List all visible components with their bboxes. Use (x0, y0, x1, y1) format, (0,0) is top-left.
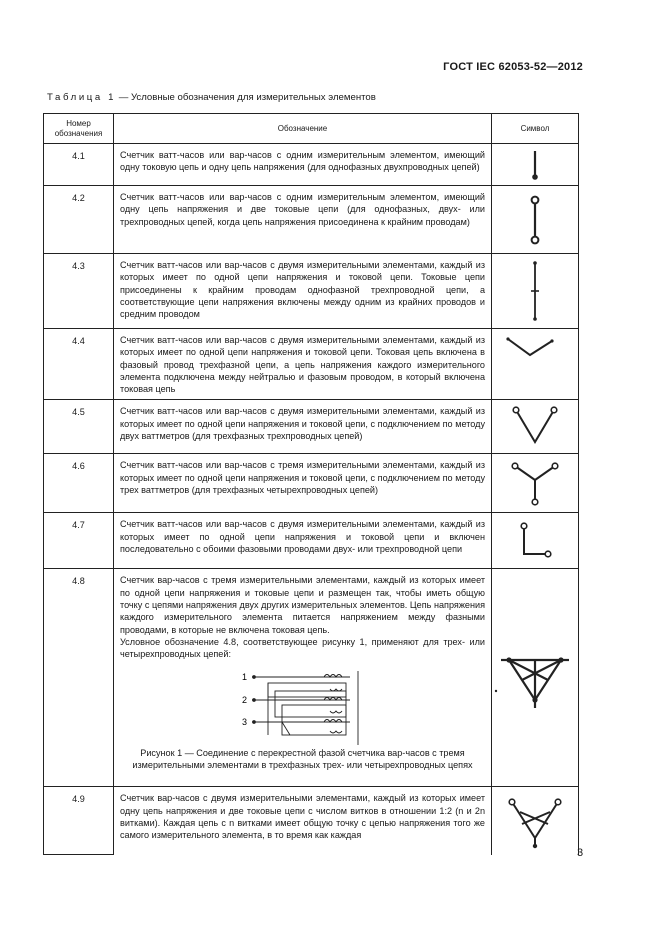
single-element-one-current-icon (520, 147, 550, 183)
symbols-table (43, 113, 579, 855)
three-wattmeter-y-icon (507, 458, 563, 508)
cross-phase-connection-figure (240, 669, 380, 747)
row-text: Счетчик вар-часов с двумя измерительными элементами, каждый из которых имеет одну цепь напряжения и две токовые цепи с числом витков в отношении 1:2 (n и 2n витками). Каждая цепь с n витками имеет общую точку с цепью напряжения того же самого измерительного элемента, в то время как каждая (114, 787, 492, 855)
symbol-cell (492, 454, 579, 513)
row-text: Счетчик ватт-часов или вар-часов с двумя измерительными элементами, каждый из которых имеет по одной цепи напряжения и токовой цепи, с подключением по методу двух ваттметров (для трехфазных трехпроводных цепей) (114, 400, 492, 454)
symbol-cell (492, 400, 579, 454)
row-text: Счетчик ватт-часов или вар-часов с одним измерительным элементом, имеющий одну токовую цепь и одну цепь напряжения (для однофазных двухпроводных цепей) (114, 144, 492, 186)
table-row (44, 569, 579, 787)
table-row (44, 186, 579, 254)
row-number: 4.9 (44, 787, 114, 855)
figure-caption: Рисунок 1 — Соединение с перекрестной фазой счетчика вар-часов с тремя измерительными элементами в трехфазных трех- или четырехпроводных цепях (132, 747, 473, 770)
row-number: 4.6 (44, 454, 114, 513)
row-text: Счетчик ватт-часов или вар-часов с двумя измерительными элементами, каждый из которых имеет по одной цепи напряжения и токовой цепи. Токовые цепи присоединены к крайним проводам однофазной трехпроводной цепи, а соответствующие цепи напряжения включены между одним из крайних проводов и средним проводом (114, 254, 492, 329)
table-row (44, 787, 579, 855)
row-number: 4.1 (44, 144, 114, 186)
symbol-cell (492, 569, 579, 787)
page-number: 3 (577, 847, 584, 859)
table-caption-title: — Условные обозначения для измерительных элементов (118, 92, 376, 103)
row-number: 4.3 (44, 254, 114, 329)
row-number: 4.4 (44, 329, 114, 400)
row-text: Счетчик ватт-часов или вар-часов с тремя измерительными элементами, каждый из которых имеет по одной цепи напряжения и токовой цепи, с подключением по методу трех ваттметров (для трехфазных четырехпроводных цепей) (114, 454, 492, 513)
table-caption-label: Таблица 1 (47, 92, 117, 103)
single-element-two-current-icon (520, 192, 550, 248)
symbol-cell (492, 513, 579, 569)
table-row (44, 144, 579, 186)
two-element-turns-ratio-icon (500, 792, 570, 850)
standard-header: ГОСТ IEC 62053-52—2012 (443, 61, 583, 73)
symbol-cell (492, 329, 579, 400)
column-header-designation: Обозначение (114, 114, 492, 144)
row-number: 4.5 (44, 400, 114, 454)
table-header-row (44, 114, 579, 144)
symbol-cell (492, 254, 579, 329)
table-row (44, 400, 579, 454)
row-paragraph: Счетчик вар-часов с тремя измерительными элементами, каждый из которых имеет по одной цепи напряжения и токовые цепи и размещен так, чтобы иметь общую точку с цепями напряжения двух других измерительных элементов. Цепь напряжения каждого измерительного элемента питается напряжением между фазными проводами, в которые не включена токовая цепь. (120, 575, 485, 635)
two-wattmeter-v-icon (510, 404, 560, 450)
cross-phase-triangle-icon (493, 642, 577, 722)
row-number: 4.8 (44, 569, 114, 787)
row-text: Счетчик ватт-часов или вар-часов с двумя измерительными элементами, каждый из которых имеет по одной цепи напряжения и токовой цепи и включен последовательно с обоими фазовыми проводами двух- или трехпроводной цепи (114, 513, 492, 569)
row-paragraph: Условное обозначение 4.8, соответствующее рисунку 1, применяют для трех- или четырехпроводных цепей: (120, 636, 485, 660)
table-caption (47, 92, 376, 103)
column-header-number: Номер обозначения (44, 114, 114, 144)
two-element-single-phase-icon (520, 257, 550, 325)
two-element-v-flat-icon (500, 331, 570, 365)
table-row (44, 454, 579, 513)
table-row (44, 513, 579, 569)
figure-label-1: 1 (242, 671, 248, 682)
row-text: Счетчик ватт-часов или вар-часов с одним измерительным элементом, имеющий одну цепь напряжения и две токовые цепи (для однофазных, двух- или трехпроводных цепей, когда цепь напряжения присоединена к крайним проводам) (114, 186, 492, 254)
row-number: 4.7 (44, 513, 114, 569)
symbol-cell (492, 186, 579, 254)
two-element-l-icon (510, 518, 560, 564)
table-row (44, 254, 579, 329)
row-text (114, 569, 492, 787)
figure-label-2: 2 (242, 694, 248, 705)
column-header-symbol: Символ (492, 114, 579, 144)
figure-label-3: 3 (242, 716, 248, 727)
row-number: 4.2 (44, 186, 114, 254)
symbol-cell (492, 144, 579, 186)
row-text: Счетчик ватт-часов или вар-часов с двумя измерительными элементами, каждый из которых имеет по одной цепи напряжения и токовой цепи. Токовая цепь включена в фазовый провод трехфазной цепи, а цепь напряжения каждого измерительного элемента подключена между нейтралью и фазовым проводом, в который включена токовая цепь (114, 329, 492, 400)
table-row (44, 329, 579, 400)
symbol-cell (492, 787, 579, 855)
